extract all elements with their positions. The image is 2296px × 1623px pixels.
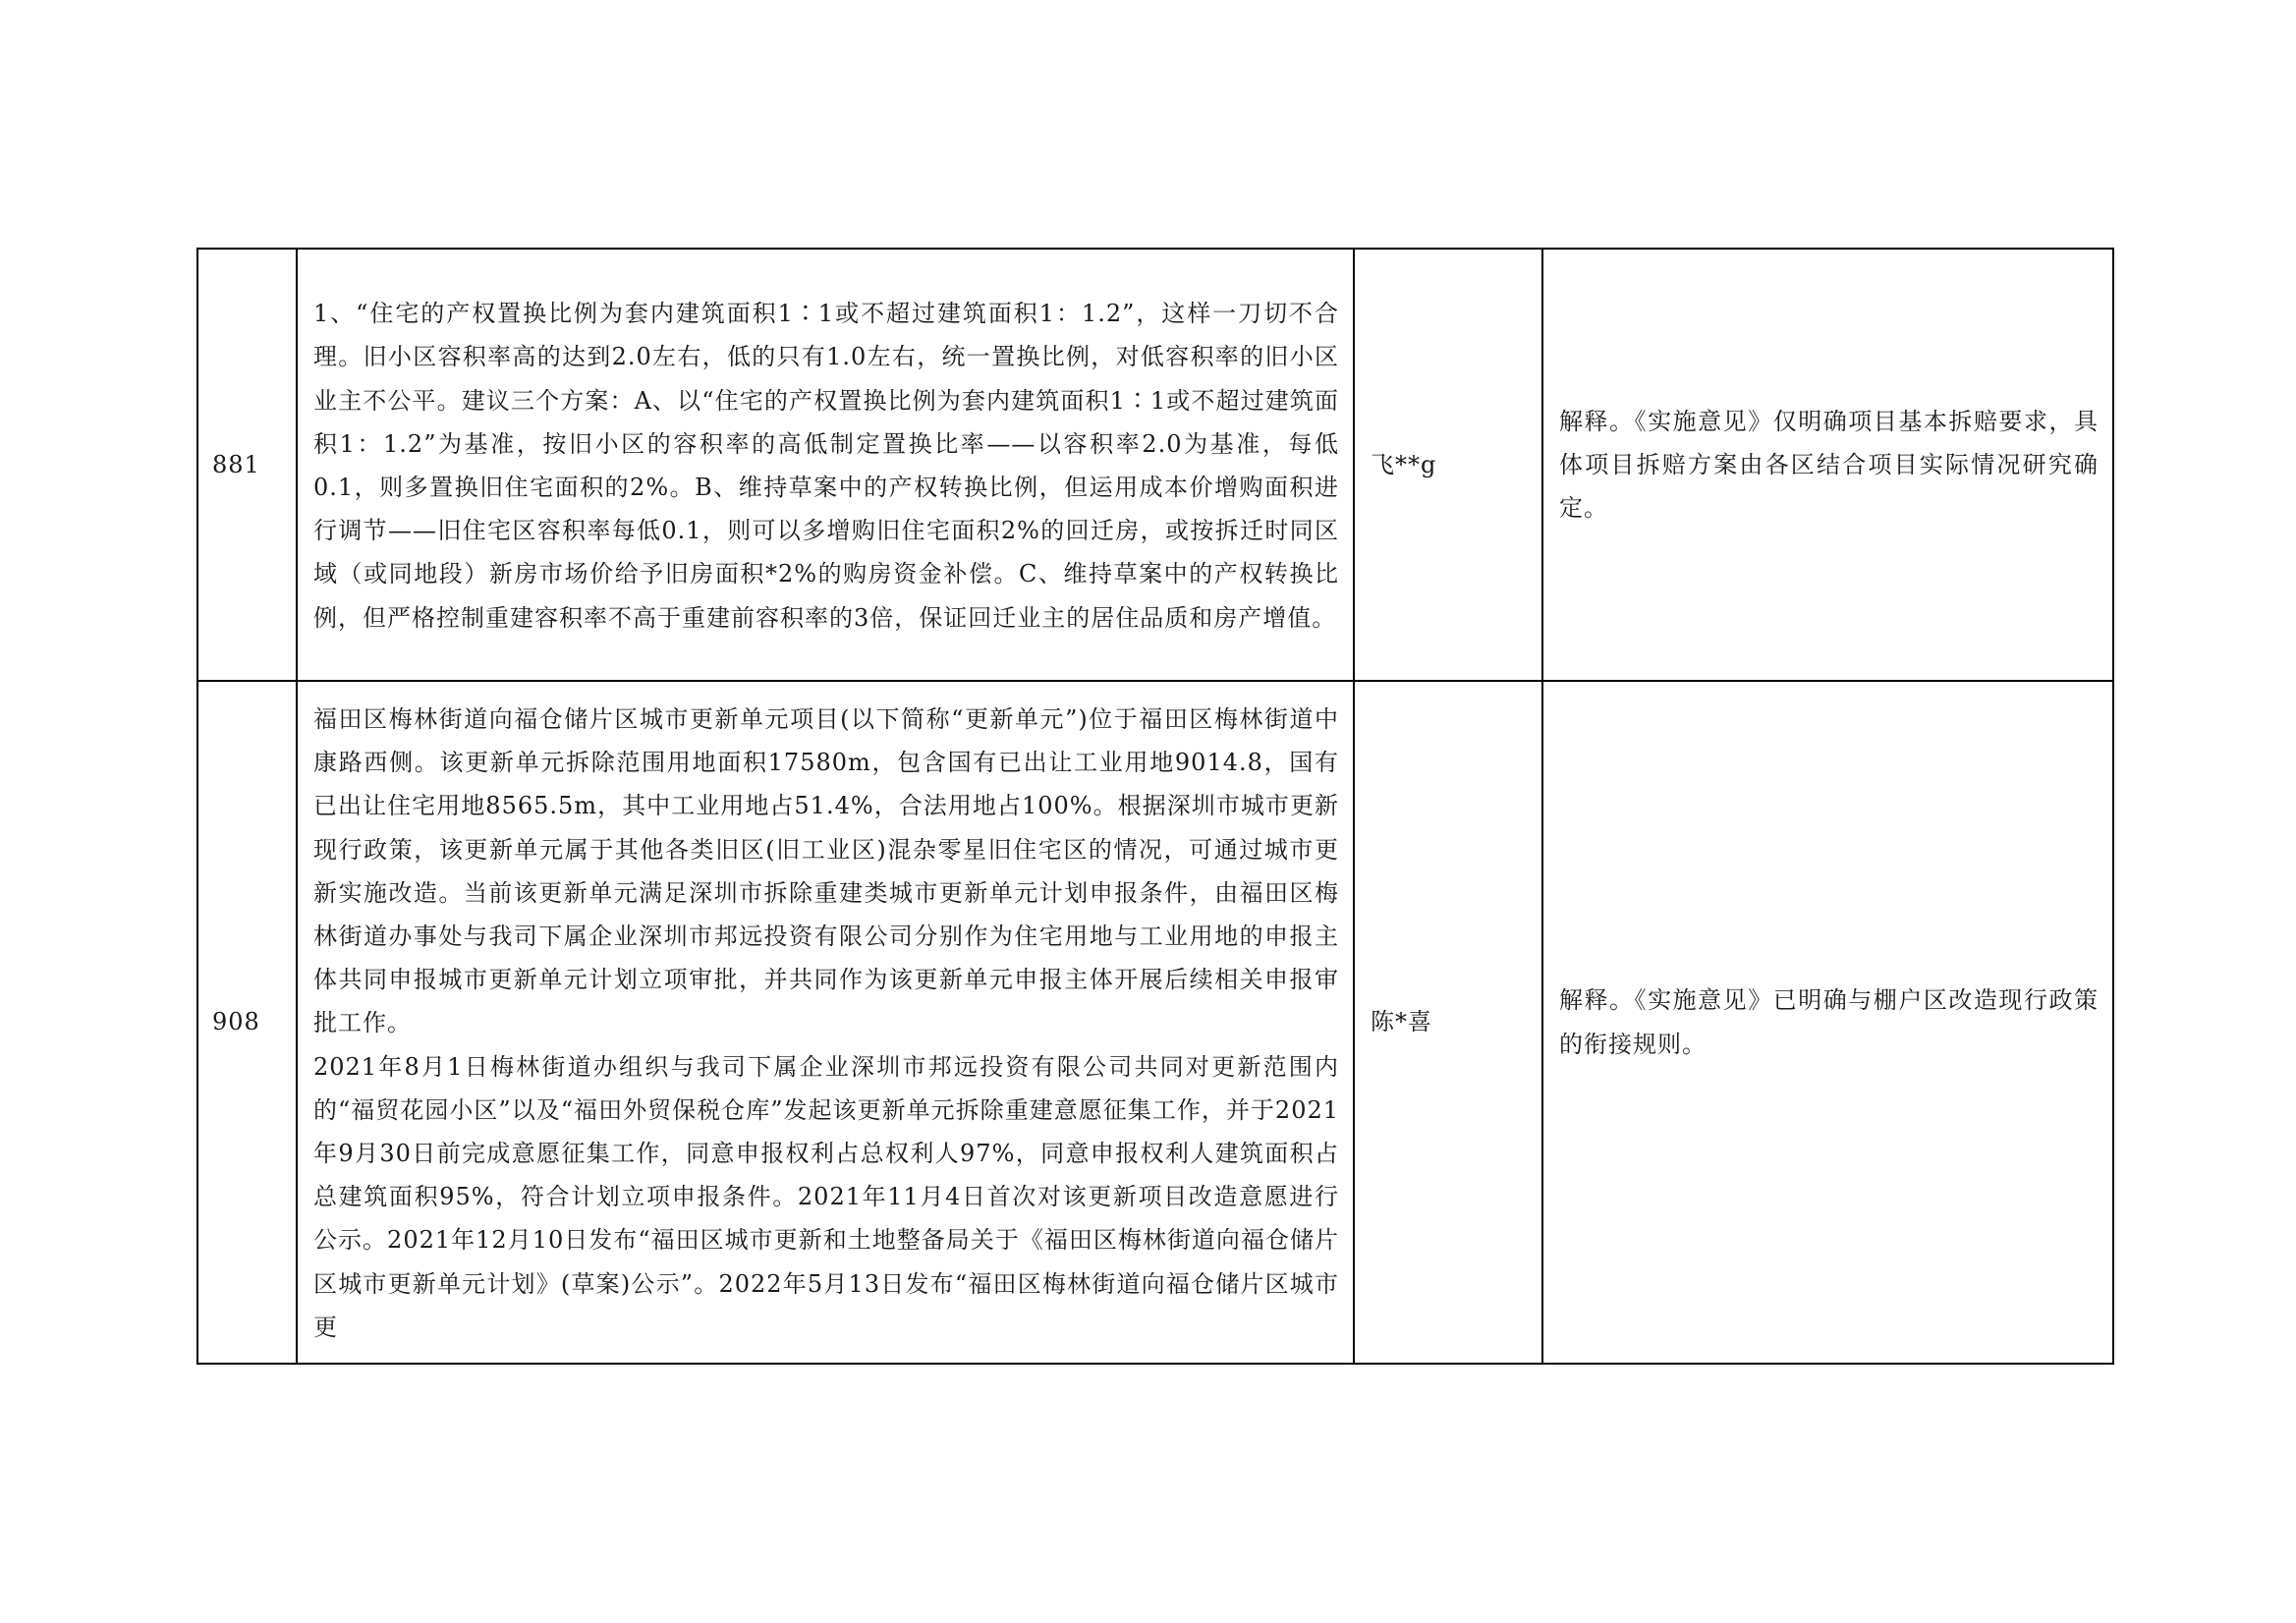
row-number: 908 (197, 681, 297, 1364)
comment-content (297, 681, 1354, 1364)
row-number: 881 (197, 249, 297, 681)
comment-paragraph: 1、“住宅的产权置换比例为套内建筑面积1∶1或不超过建筑面积1：1.2”，这样一刀切不合理。旧小区容积率高的达到2.0左右，低的只有1.0左右，统一置换比例，对低容积率的旧小区业主不公平。建议三个方案：A、以“住宅的产权置换比例为套内建筑面积1∶1或不超过建筑面积1：1.2”为基准，按旧小区的容积率的高低制定置换比率——以容积率2.0为基准，每低0.1，则多置换旧住宅面积的2%。B、维持草案中的产权转换比例，但运用成本价增购面积进行调节——旧住宅区容积率每低0.1，则可以多增购旧住宅面积2%的回迁房，或按拆迁时同区域（或同地段）新房市场价给予旧房面积*2%的购房资金补偿。C、维持草案中的产权转换比例，但严格控制重建容积率不高于重建前容积率的3倍，保证回迁业主的居住品质和房产增值。 (313, 300, 1339, 632)
comment-content (297, 249, 1354, 681)
comment-paragraph: 2021年8月1日梅林街道办组织与我司下属企业深圳市邦远投资有限公司共同对更新范围内的“福贸花园小区”以及“福田外贸保税仓库”发起该更新单元拆除重建意愿征集工作，并于2021年9月30日前完成意愿征集工作，同意申报权利占总权利人97%，同意申报权利人建筑面积占总建筑面积95%，符合计划立项申报条件。2021年11月4日首次对该更新项目改造意愿进行公示。2021年12月10日发布“福田区城市更新和土地整备局关于《福田区梅林街道向福仓储片区城市更新单元计划》(草案)公示”。2022年5月13日发布“福田区梅林街道向福仓储片区城市更 (313, 1052, 1339, 1341)
table-row (197, 249, 2113, 681)
commenter-name: 陈*喜 (1354, 681, 1542, 1364)
official-reply: 解释。《实施意见》仅明确项目基本拆赔要求，具体项目拆赔方案由各区结合项目实际情况研究确定。 (1542, 249, 2113, 681)
table-row (197, 681, 2113, 1364)
comment-table (196, 248, 2114, 1365)
comment-paragraph: 福田区梅林街道向福仓储片区城市更新单元项目(以下简称“更新单元”)位于福田区梅林街道中康路西侧。该更新单元拆除范围用地面积17580m，包含国有已出让工业用地9014.8，国有已出让住宅用地8565.5m，其中工业用地占51.4%，合法用地占100%。根据深圳市城市更新现行政策，该更新单元属于其他各类旧区(旧工业区)混杂零星旧住宅区的情况，可通过城市更新实施改造。当前该更新单元满足深圳市拆除重建类城市更新单元计划申报条件，由福田区梅林街道办事处与我司下属企业深圳市邦远投资有限公司分别作为住宅用地与工业用地的申报主体共同申报城市更新单元计划立项审批，并共同作为该更新单元申报主体开展后续相关申报审批工作。 (313, 704, 1339, 1037)
commenter-name: 飞**g (1354, 249, 1542, 681)
official-reply: 解释。《实施意见》已明确与棚户区改造现行政策的衔接规则。 (1542, 681, 2113, 1364)
